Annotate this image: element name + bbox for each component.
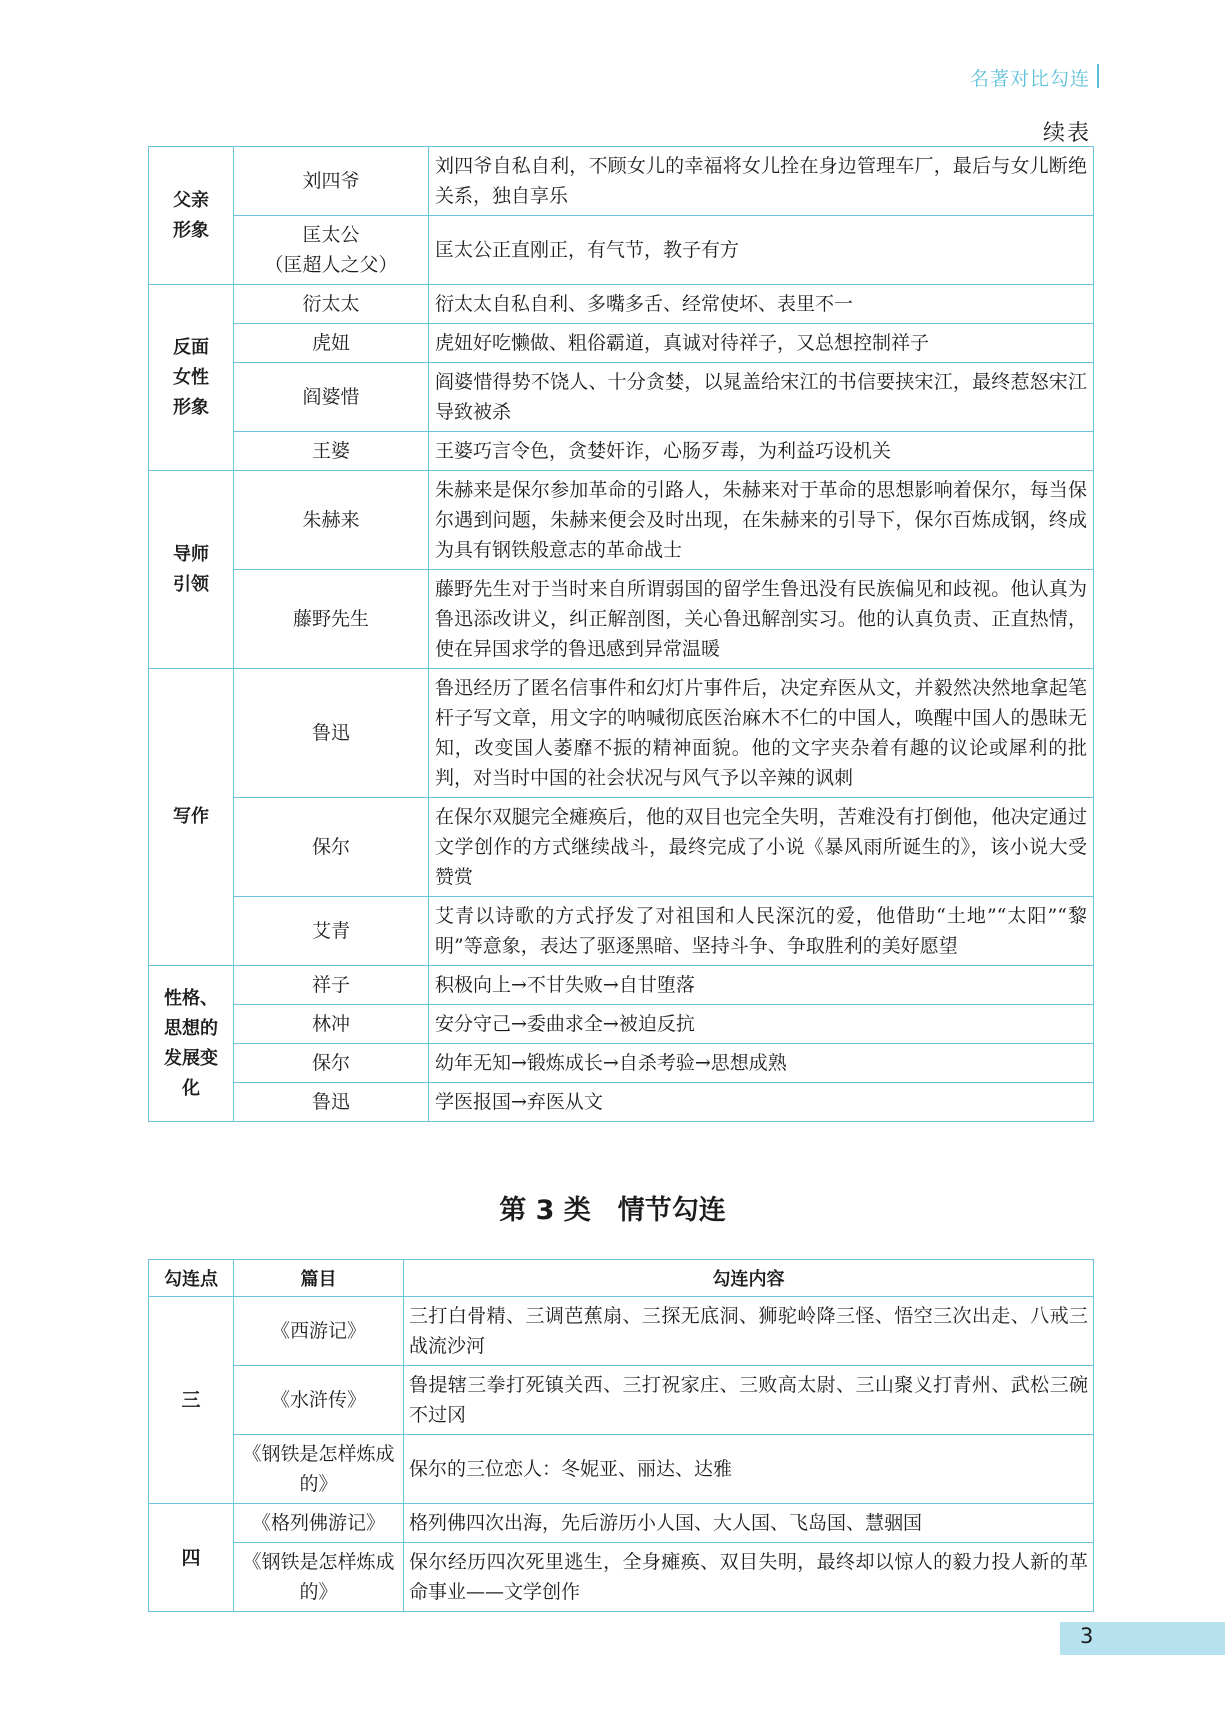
name-cell: 《钢铁是怎样炼成的》 <box>234 1543 404 1612</box>
name-cell: 保尔 <box>234 1044 429 1083</box>
name-cell: 刘四爷 <box>234 147 429 216</box>
category-label: 导师 引领 <box>173 543 209 595</box>
table-row <box>149 1005 1094 1044</box>
table-row <box>149 1297 1094 1366</box>
name-cell: 保尔 <box>234 798 429 897</box>
description-cell: 鲁迅经历了匿名信事件和幻灯片事件后，决定弃医从文，并毅然决然地拿起笔杆子写文章，用文字的呐喊彻底医治麻木不仁的中国人，唤醒中国人的愚昧无知，改变国人萎靡不振的精神面貌。他的文字夹杂着有趣的议论或犀利的批判，对当时中国的社会状况与风气予以辛辣的讽刺 <box>429 669 1094 798</box>
table-row <box>149 1504 1094 1543</box>
table-row <box>149 897 1094 966</box>
category-label: 写作 <box>173 806 209 827</box>
table-row <box>149 216 1094 285</box>
name-cell: 朱赫来 <box>234 471 429 570</box>
name-cell: 艾青 <box>234 897 429 966</box>
description-cell: 艾青以诗歌的方式抒发了对祖国和人民深沉的爱，他借助“土地”“太阳”“黎明”等意象，表达了驱逐黑暗、坚持斗争、争取胜利的美好愿望 <box>429 897 1094 966</box>
plot-connection-table <box>148 1259 1094 1612</box>
table-row <box>149 1083 1094 1122</box>
table-row <box>149 147 1094 216</box>
description-cell: 三打白骨精、三调芭蕉扇、三探无底洞、狮驼岭降三怪、悟空三次出走、八戒三战流沙河 <box>404 1297 1094 1366</box>
continued-label: 续表 <box>1042 121 1091 146</box>
table-row <box>149 570 1094 669</box>
name-cell: 鲁迅 <box>234 1083 429 1122</box>
category-cell <box>149 147 234 285</box>
table2-body <box>149 1297 1094 1612</box>
header-link-point: 勾连点 <box>149 1260 234 1297</box>
table-row <box>149 966 1094 1005</box>
description-cell: 学医报国→弃医从文 <box>429 1083 1094 1122</box>
name-cell: 《西游记》 <box>234 1297 404 1366</box>
name-cell: 《水浒传》 <box>234 1366 404 1435</box>
table-row <box>149 363 1094 432</box>
table-row <box>149 1543 1094 1612</box>
category-cell <box>149 1297 234 1504</box>
category-cell <box>149 966 234 1122</box>
description-cell: 王婆巧言令色，贪婪奸诈，心肠歹毒，为利益巧设机关 <box>429 432 1094 471</box>
description-cell: 格列佛四次出海，先后游历小人国、大人国、飞岛国、慧骃国 <box>404 1504 1094 1543</box>
name-cell: 林冲 <box>234 1005 429 1044</box>
description-cell: 安分守己→委曲求全→被迫反抗 <box>429 1005 1094 1044</box>
description-cell: 积极向上→不甘失败→自甘堕落 <box>429 966 1094 1005</box>
category-cell <box>149 285 234 471</box>
table-row <box>149 669 1094 798</box>
header-title: 篇目 <box>234 1260 404 1297</box>
name-cell: 《格列佛游记》 <box>234 1504 404 1543</box>
header-content: 勾连内容 <box>404 1260 1094 1297</box>
description-cell: 保尔经历四次死里逃生，全身瘫痪、双目失明，最终却以惊人的毅力投人新的革命事业——文学创作 <box>404 1543 1094 1612</box>
table-row <box>149 1044 1094 1083</box>
name-cell: 阎婆惜 <box>234 363 429 432</box>
table-row <box>149 432 1094 471</box>
name-cell: 虎妞 <box>234 324 429 363</box>
description-cell: 匡太公正直刚正，有气节，教子有方 <box>429 216 1094 285</box>
category-cell <box>149 669 234 966</box>
category-label: 四 <box>181 1546 201 1569</box>
name-cell: 王婆 <box>234 432 429 471</box>
table-row <box>149 285 1094 324</box>
description-cell: 阎婆惜得势不饶人、十分贪婪，以晁盖给宋江的书信要挟宋江，最终惹怒宋江导致被杀 <box>429 363 1094 432</box>
table-row <box>149 1366 1094 1435</box>
table1-body <box>149 147 1094 1122</box>
category-cell <box>149 471 234 669</box>
category-cell <box>149 1504 234 1612</box>
page-number: 3 <box>1080 1624 1094 1648</box>
table-row <box>149 471 1094 570</box>
name-cell: 衍太太 <box>234 285 429 324</box>
table-row <box>149 324 1094 363</box>
name-cell: 鲁迅 <box>234 669 429 798</box>
header-divider <box>1097 64 1099 88</box>
section-title: 第 3 类 情节勾连 <box>499 1195 726 1226</box>
name-cell: 祥子 <box>234 966 429 1005</box>
table-row <box>149 1435 1094 1504</box>
character-comparison-table <box>148 146 1094 1122</box>
description-cell: 在保尔双腿完全瘫痪后，他的双目也完全失明，苦难没有打倒他，他决定通过文学创作的方式继续战斗，最终完成了小说《暴风雨所诞生的》，该小说大受赞赏 <box>429 798 1094 897</box>
header-title: 名著对比勾连 <box>969 68 1090 90</box>
description-cell: 藤野先生对于当时来自所谓弱国的留学生鲁迅没有民族偏见和歧视。他认真为鲁迅添改讲义，纠正解剖图，关心鲁迅解剖实习。他的认真负责、正直热情，使在异国求学的鲁迅感到异常温暖 <box>429 570 1094 669</box>
table-row <box>149 798 1094 897</box>
description-cell: 刘四爷自私自利，不顾女儿的幸福将女儿拴在身边管理车厂，最后与女儿断绝关系，独自享乐 <box>429 147 1094 216</box>
name-cell: 匡太公 （匡超人之父） <box>234 216 429 285</box>
category-label: 性格、 思想的 发展变 化 <box>164 987 218 1099</box>
category-label: 父亲 形象 <box>173 189 209 241</box>
category-label: 三 <box>181 1389 201 1411</box>
description-cell: 衍太太自私自利、多嘴多舌、经常使坏、表里不一 <box>429 285 1094 324</box>
description-cell: 虎妞好吃懒做、粗俗霸道，真诚对待祥子，又总想控制祥子 <box>429 324 1094 363</box>
name-cell: 《钢铁是怎样炼成的》 <box>234 1435 404 1504</box>
description-cell: 朱赫来是保尔参加革命的引路人，朱赫来对于革命的思想影响着保尔，每当保尔遇到问题，朱赫来便会及时出现，在朱赫来的引导下，保尔百炼成钢，终成为具有钢铁般意志的革命战士 <box>429 471 1094 570</box>
description-cell: 幼年无知→锻炼成长→自杀考验→思想成熟 <box>429 1044 1094 1083</box>
name-cell: 藤野先生 <box>234 570 429 669</box>
category-label: 反面 女性 形象 <box>173 336 209 418</box>
table2-header-row <box>149 1260 1094 1297</box>
description-cell: 保尔的三位恋人：冬妮亚、丽达、达雅 <box>404 1435 1094 1504</box>
description-cell: 鲁提辖三拳打死镇关西、三打祝家庄、三败高太尉、三山聚义打青州、武松三碗不过冈 <box>404 1366 1094 1435</box>
